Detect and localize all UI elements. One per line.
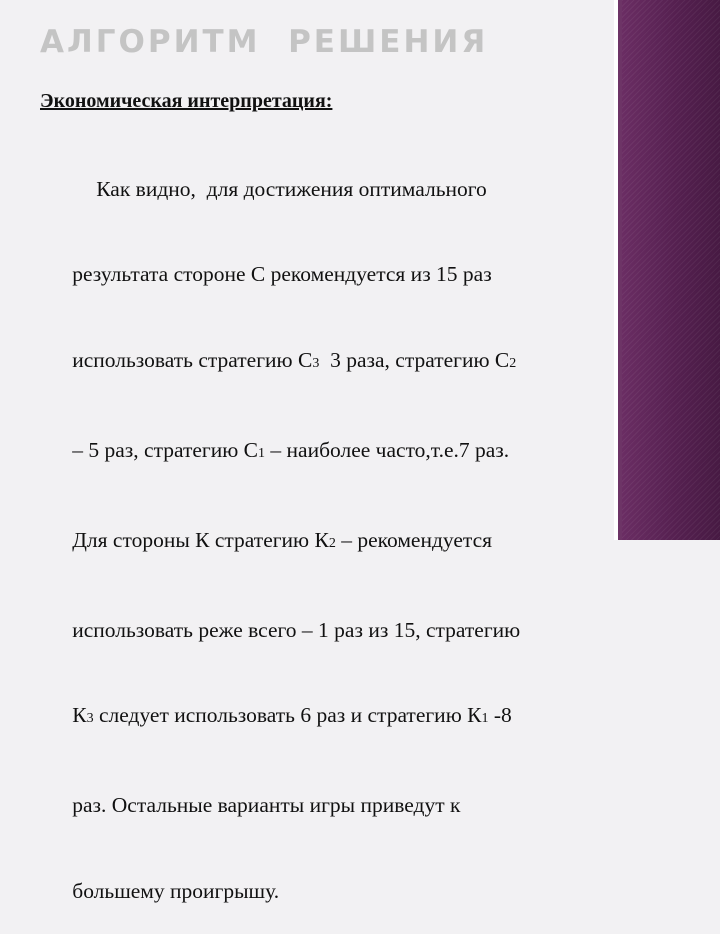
body-line	[40, 497, 580, 587]
slide-title: АЛГОРИТМ РЕШЕНИЯ	[40, 24, 489, 60]
subscript: 1	[258, 445, 266, 461]
body-line	[40, 673, 580, 763]
body-line	[40, 146, 580, 232]
body-line	[40, 762, 580, 848]
text-run: 3 раза, стратегию С	[319, 348, 510, 373]
text-run: результата стороне С рекомендуется из 15 раз	[72, 262, 492, 287]
text-run: следует использовать 6 раз и стратегию К	[93, 703, 482, 728]
body-text	[40, 146, 580, 934]
body-line	[40, 232, 580, 318]
text-run: -8	[488, 703, 512, 728]
text-run: использовать реже всего – 1 раз из 15, стратегию	[72, 617, 521, 642]
text-run: использовать стратегию С	[72, 348, 313, 373]
subscript: 3	[312, 356, 320, 372]
text-run: – 5 раз, стратегию С	[72, 437, 259, 462]
text-run: Для стороны К стратегию К	[72, 527, 329, 552]
subscript: 2	[509, 356, 517, 372]
subscript: 2	[328, 535, 336, 551]
text-run: большему проигрышу.	[72, 878, 280, 903]
subscript: 3	[86, 711, 94, 727]
decorative-sidebar	[622, 0, 720, 540]
body-line	[40, 407, 580, 497]
slide-subtitle: Экономическая интерпретация:	[40, 90, 333, 112]
subscript: 1	[481, 711, 489, 727]
text-run: К	[72, 703, 87, 728]
body-line	[40, 587, 580, 673]
text-run: – наиболее часто,т.е.7 раз.	[265, 437, 510, 462]
text-run: – рекомендуется	[335, 527, 493, 552]
body-line	[40, 318, 580, 408]
body-line	[40, 848, 580, 934]
text-run: раз. Остальные варианты игры приведут к	[72, 793, 461, 818]
text-run: Как видно, для достижения оптимального	[96, 176, 487, 201]
